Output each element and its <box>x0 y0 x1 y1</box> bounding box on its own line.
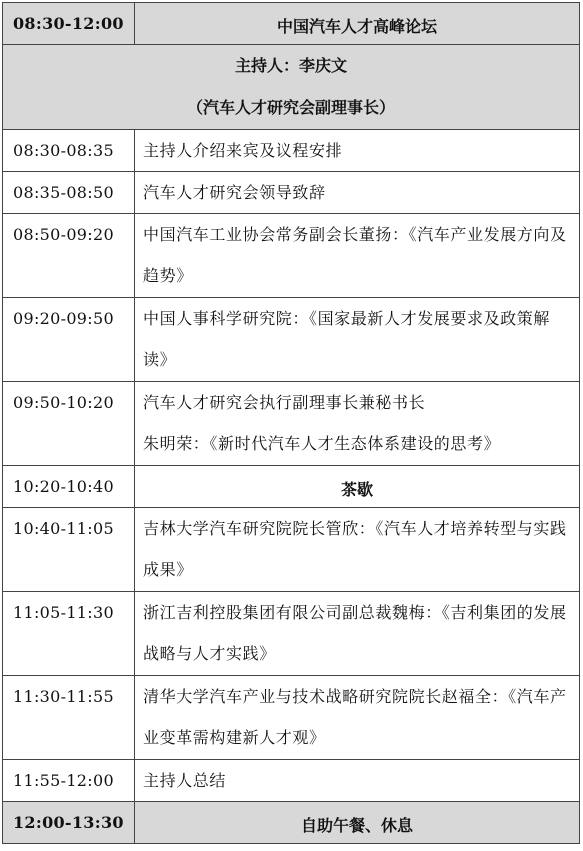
agenda-item <box>135 172 580 214</box>
agenda-item-text: 中国人事科学研究院：《国家最新人才发展要求及政策解读》 <box>143 309 551 369</box>
agenda-item-text: 主持人总结 <box>143 771 227 790</box>
agenda-time: 09:50-10:20 <box>3 382 135 466</box>
agenda-item-text: 汽车人才研究会领导致辞 <box>143 183 326 202</box>
break-label: 茶歇 <box>135 466 580 508</box>
agenda-item <box>135 298 580 382</box>
agenda-table <box>2 2 580 844</box>
agenda-time: 08:30-08:35 <box>3 130 135 172</box>
break-row <box>3 466 580 508</box>
agenda-time: 11:30-11:55 <box>3 676 135 760</box>
agenda-time: 10:40-11:05 <box>3 508 135 592</box>
agenda-row <box>3 214 580 298</box>
agenda-row <box>3 172 580 214</box>
agenda-item-text: 吉林大学汽车研究院院长管欣：《汽车人才培养转型与实践成果》 <box>143 519 567 579</box>
session-header-row <box>3 3 580 45</box>
agenda-time: 11:05-11:30 <box>3 592 135 676</box>
host-cell <box>3 45 580 130</box>
agenda-row <box>3 508 580 592</box>
agenda-row <box>3 298 580 382</box>
agenda-row <box>3 130 580 172</box>
agenda-time: 08:50-09:20 <box>3 214 135 298</box>
host-title: （汽车人才研究会副理事长） <box>186 98 395 117</box>
agenda-item-line: 汽车人才研究会执行副理事长兼秘书长 <box>143 393 426 412</box>
agenda-time: 11:55-12:00 <box>3 760 135 802</box>
host-row <box>3 45 580 130</box>
agenda-item <box>135 214 580 298</box>
agenda-row <box>3 676 580 760</box>
agenda-item-text <box>143 382 571 464</box>
agenda-item-text: 主持人介绍来宾及议程安排 <box>143 141 343 160</box>
lunch-row <box>3 802 580 844</box>
agenda-time: 09:20-09:50 <box>3 298 135 382</box>
agenda-item-line: 朱明荣：《新时代汽车人才生态体系建设的思考》 <box>143 434 501 453</box>
agenda-item <box>135 382 580 466</box>
agenda-item <box>135 676 580 760</box>
agenda-item <box>135 760 580 802</box>
agenda-item <box>135 508 580 592</box>
agenda-item-text: 中国汽车工业协会常务副会长董扬：《汽车产业发展方向及趋势》 <box>143 225 567 285</box>
session-title: 中国汽车人才高峰论坛 <box>135 3 580 45</box>
agenda-sheet <box>2 2 579 844</box>
agenda-row <box>3 382 580 466</box>
lunch-title: 自助午餐、休息 <box>135 802 580 844</box>
agenda-item-text: 清华大学汽车产业与技术战略研究院院长赵福全：《汽车产业变革需构建新人才观》 <box>143 687 567 747</box>
agenda-item <box>135 592 580 676</box>
agenda-item-text: 浙江吉利控股集团有限公司副总裁魏梅：《吉利集团的发展战略与人才实践》 <box>143 603 567 663</box>
agenda-time: 08:35-08:50 <box>3 172 135 214</box>
agenda-item <box>135 130 580 172</box>
agenda-time: 10:20-10:40 <box>3 466 135 508</box>
agenda-row <box>3 592 580 676</box>
host-name: 主持人：李庆文 <box>234 56 347 75</box>
agenda-row <box>3 760 580 802</box>
lunch-time: 12:00-13:30 <box>3 802 135 844</box>
session-time: 08:30-12:00 <box>3 3 135 45</box>
